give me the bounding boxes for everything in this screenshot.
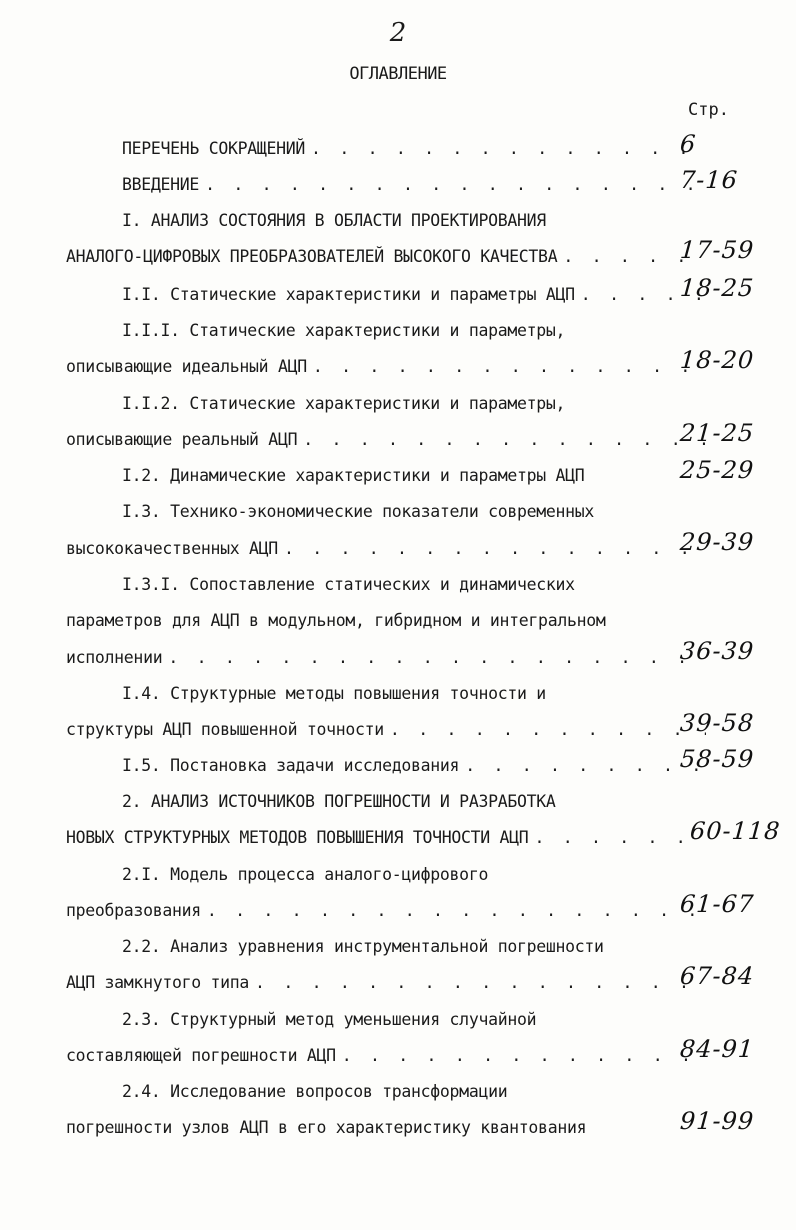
toc-title: ОГЛАВЛЕНИЕ [349, 64, 447, 84]
toc-line: 2.3. Структурный метод уменьшения случайной [122, 1010, 537, 1029]
toc-page: 7-16 [679, 166, 739, 194]
toc-line: 2.I. Модель процесса аналого-цифрового [122, 865, 489, 884]
toc-line: I.I.I. Статические характеристики и параметры, [122, 321, 566, 340]
toc-page: 61-67 [679, 890, 756, 918]
toc-line: ПЕРЕЧЕНЬ СОКРАЩЕНИЙ . . . [122, 138, 706, 160]
toc-line: параметров для АЦП в модульном, гибридном и интегральном [66, 611, 606, 630]
toc-line: I. АНАЛИЗ СОСТОЯНИЯ В ОБЛАСТИ ПРОЕКТИРОВАНИЯ [122, 211, 546, 230]
toc-page: 58-59 [679, 745, 756, 773]
toc-line: АНАЛОГО-ЦИФРОВЫХ ПРЕОБРАЗОВАТЕЛЕЙ ВЫСОКОГО КАЧЕСТВА . . . [66, 246, 706, 268]
toc-line: 2. АНАЛИЗ ИСТОЧНИКОВ ПОГРЕШНОСТИ И РАЗРАБОТКА [122, 792, 556, 811]
toc-page: 18-25 [679, 274, 756, 302]
toc-line: составляющей погрешности АЦП . . . [66, 1045, 706, 1067]
toc-line: 2.2. Анализ уравнения инструментальной погрешности [122, 937, 604, 956]
toc-line: АЦП замкнутого типа . . . [66, 972, 706, 994]
toc-line: НОВЫХ СТРУКТУРНЫХ МЕТОДОВ ПОВЫШЕНИЯ ТОЧНОСТИ АЦП . . . [66, 827, 682, 849]
toc-line: 2.4. Исследование вопросов трансформации [122, 1082, 508, 1101]
toc-line: исполнении . . . [66, 647, 706, 669]
toc-line: I.3.I. Сопоставление статических и динамических [122, 575, 575, 594]
toc-page: 60-118 [689, 817, 782, 845]
toc-line: описывающие идеальный АЦП . . . [66, 356, 706, 378]
toc-line: I.3. Технико-экономические показатели современных [122, 502, 595, 521]
toc-line: преобразования . . . [66, 900, 706, 922]
toc-page: 25-29 [679, 456, 756, 484]
toc-page: 17-59 [679, 236, 756, 264]
toc-line: I.5. Постановка задачи исследования . . . [122, 755, 706, 777]
toc-page: 21-25 [679, 419, 756, 447]
toc-line: погрешности узлов АЦП в его характеристику квантования [66, 1118, 587, 1137]
toc-page: 67-84 [679, 962, 756, 990]
toc-page: 18-20 [679, 346, 756, 374]
toc-line: I.2. Динамические характеристики и параметры АЦП [122, 466, 585, 485]
toc-line: описывающие реальный АЦП . . . [66, 429, 706, 451]
toc-line: I.I.2. Статические характеристики и параметры, [122, 394, 566, 413]
toc-page: 36-39 [679, 637, 756, 665]
toc-line: I.I. Статические характеристики и параметры АЦП . . . [122, 284, 706, 306]
toc-page: 84-91 [679, 1035, 756, 1063]
page-column-label: Стр. [688, 100, 729, 120]
toc-line: ВВЕДЕНИЕ . . . [122, 174, 706, 196]
toc-line: высококачественных АЦП . . . [66, 538, 706, 560]
toc-page: 39-58 [679, 709, 756, 737]
toc-page: 91-99 [679, 1107, 756, 1135]
toc-page: 29-39 [679, 528, 756, 556]
toc-line: I.4. Структурные методы повышения точности и [122, 684, 546, 703]
toc-page: 6 [679, 130, 698, 158]
page-number: 2 [389, 18, 407, 48]
toc-line: структуры АЦП повышенной точности . . . [66, 719, 706, 741]
